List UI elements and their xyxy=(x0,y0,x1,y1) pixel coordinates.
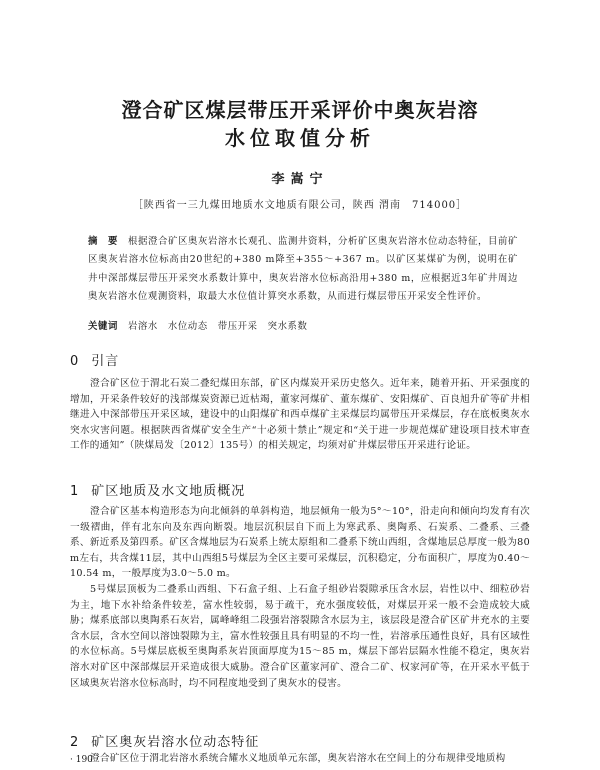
abstract xyxy=(88,233,518,307)
section-number: 1 xyxy=(70,484,80,499)
abstract-text: 根据澄合矿区奥灰岩溶水长观孔、监测井资料，分析矿区奥灰岩溶水位动态特征，目前矿区奥灰岩溶水位标高由20世纪的+380 m降至+355～+367 m。以矿区某煤矿为例，说明在矿井中深部煤层带压开采突水系数计算中，奥灰岩溶水位标高沿用+380 m，应根据近3年矿井周边奥灰岩溶水位观测资料，取最大水位值计算突水系数，从而进行煤层带压开采安全性评价。 xyxy=(88,236,518,303)
author-affiliation: ［陕西省一三九煤田地质水文地质有限公司，陕西 渭南 714000］ xyxy=(132,200,468,211)
author-name: 李嵩宁 xyxy=(271,172,329,187)
keywords xyxy=(88,318,518,332)
section-heading-introduction xyxy=(70,350,119,369)
page-number: · 190 · xyxy=(70,755,99,765)
keywords-label: 关键词 xyxy=(88,321,118,332)
paper-title-line1: 澄合矿区煤层带压开采评价中奥灰岩溶 xyxy=(121,98,479,122)
paragraph: 澄合矿区位于渭北岩溶水系统合耀水义地质单元东部，奥灰岩溶水在空间上的分布规律受地质构 xyxy=(90,753,506,764)
paragraph: 澄合矿区基本构造形态为向北倾斜的单斜构造，地层倾角一般为5°～10°，沿走向和倾向均发育有次一级褶曲，伴有北东向及东西向断裂。地层沉积层自下而上为寒武系、奥陶系、石炭系、二叠系、三叠系、新近系及第四系。矿区含煤地层为石炭系上统太原组和二叠系下统山西组，含煤地层总厚度一般为80 m左右，共含煤11层，其中山西组5号煤层为全区主要可采煤层，沉积稳定，分布面积广，厚度为0.40～10.54 m，一般厚度为3.0～5.0 m。 xyxy=(70,506,530,580)
paper-title-line2: 水位取值分析 xyxy=(225,126,375,150)
paragraph: 5号煤层顶板为二叠系山西组、下石盒子组、上石盒子组砂岩裂隙承压含水层，岩性以中、细粒砂岩为主，地下水补给条件较差，富水性较弱，易于疏干，充水强度较低，对煤层开采一般不会造成较大威胁；煤系底部以奥陶系石灰岩，属峰峰组二段强岩溶裂隙含水层为主，该层段是澄合矿区矿井充水的主要含水层，含水空间以溶蚀裂隙为主，富水性较强且具有明显的不均一性，岩溶承压通性良好，具有区域性的水位标高。5号煤层底板至奥陶系灰岩顶面厚度为15～85 m，煤层下部岩层隔水性能不稳定，奥灰岩溶水对矿区中深部煤层开采造成很大威胁。澄合矿区董家河矿、澄合二矿、权家河矿等，在开采水平低于区域奥灰岩溶水位标高时，均不同程度地受到了奥灰水的侵害。 xyxy=(70,584,530,689)
section-title: 矿区奥灰岩溶水位动态特征 xyxy=(91,735,260,750)
section-title: 矿区地质及水文地质概况 xyxy=(91,484,246,499)
abstract-label: 摘 要 xyxy=(88,236,119,247)
paragraph: 澄合矿区位于渭北石炭二叠纪煤田东部，矿区内煤炭开采历史悠久。近年来，随着开拓、开采强度的增加，开采条件较好的浅部煤炭资源已近枯竭，董家河煤矿、董东煤矿、安阳煤矿、百良旭升矿等矿井相继进入中深部带压开采区域，建设中的山阳煤矿和西卓煤矿主采煤层均属带压开采煤层，存在底板奥灰水突水灾害问题。根据陕西省煤矿安全生产“十必须十禁止”规定和“关于进一步规范煤矿建设项目技术审查工作的通知”（陕煤局发〔2012〕135号）的相关规定，均须对矿井煤层带压开采进行论证。 xyxy=(70,378,530,452)
section-number: 2 xyxy=(70,735,80,750)
section-number: 0 xyxy=(70,354,80,369)
section-title: 引言 xyxy=(91,354,120,369)
keywords-text: 岩溶水 水位动态 带压开采 突水系数 xyxy=(127,321,308,332)
section-heading-geology xyxy=(70,480,245,499)
section-heading-karst-water xyxy=(70,731,259,750)
